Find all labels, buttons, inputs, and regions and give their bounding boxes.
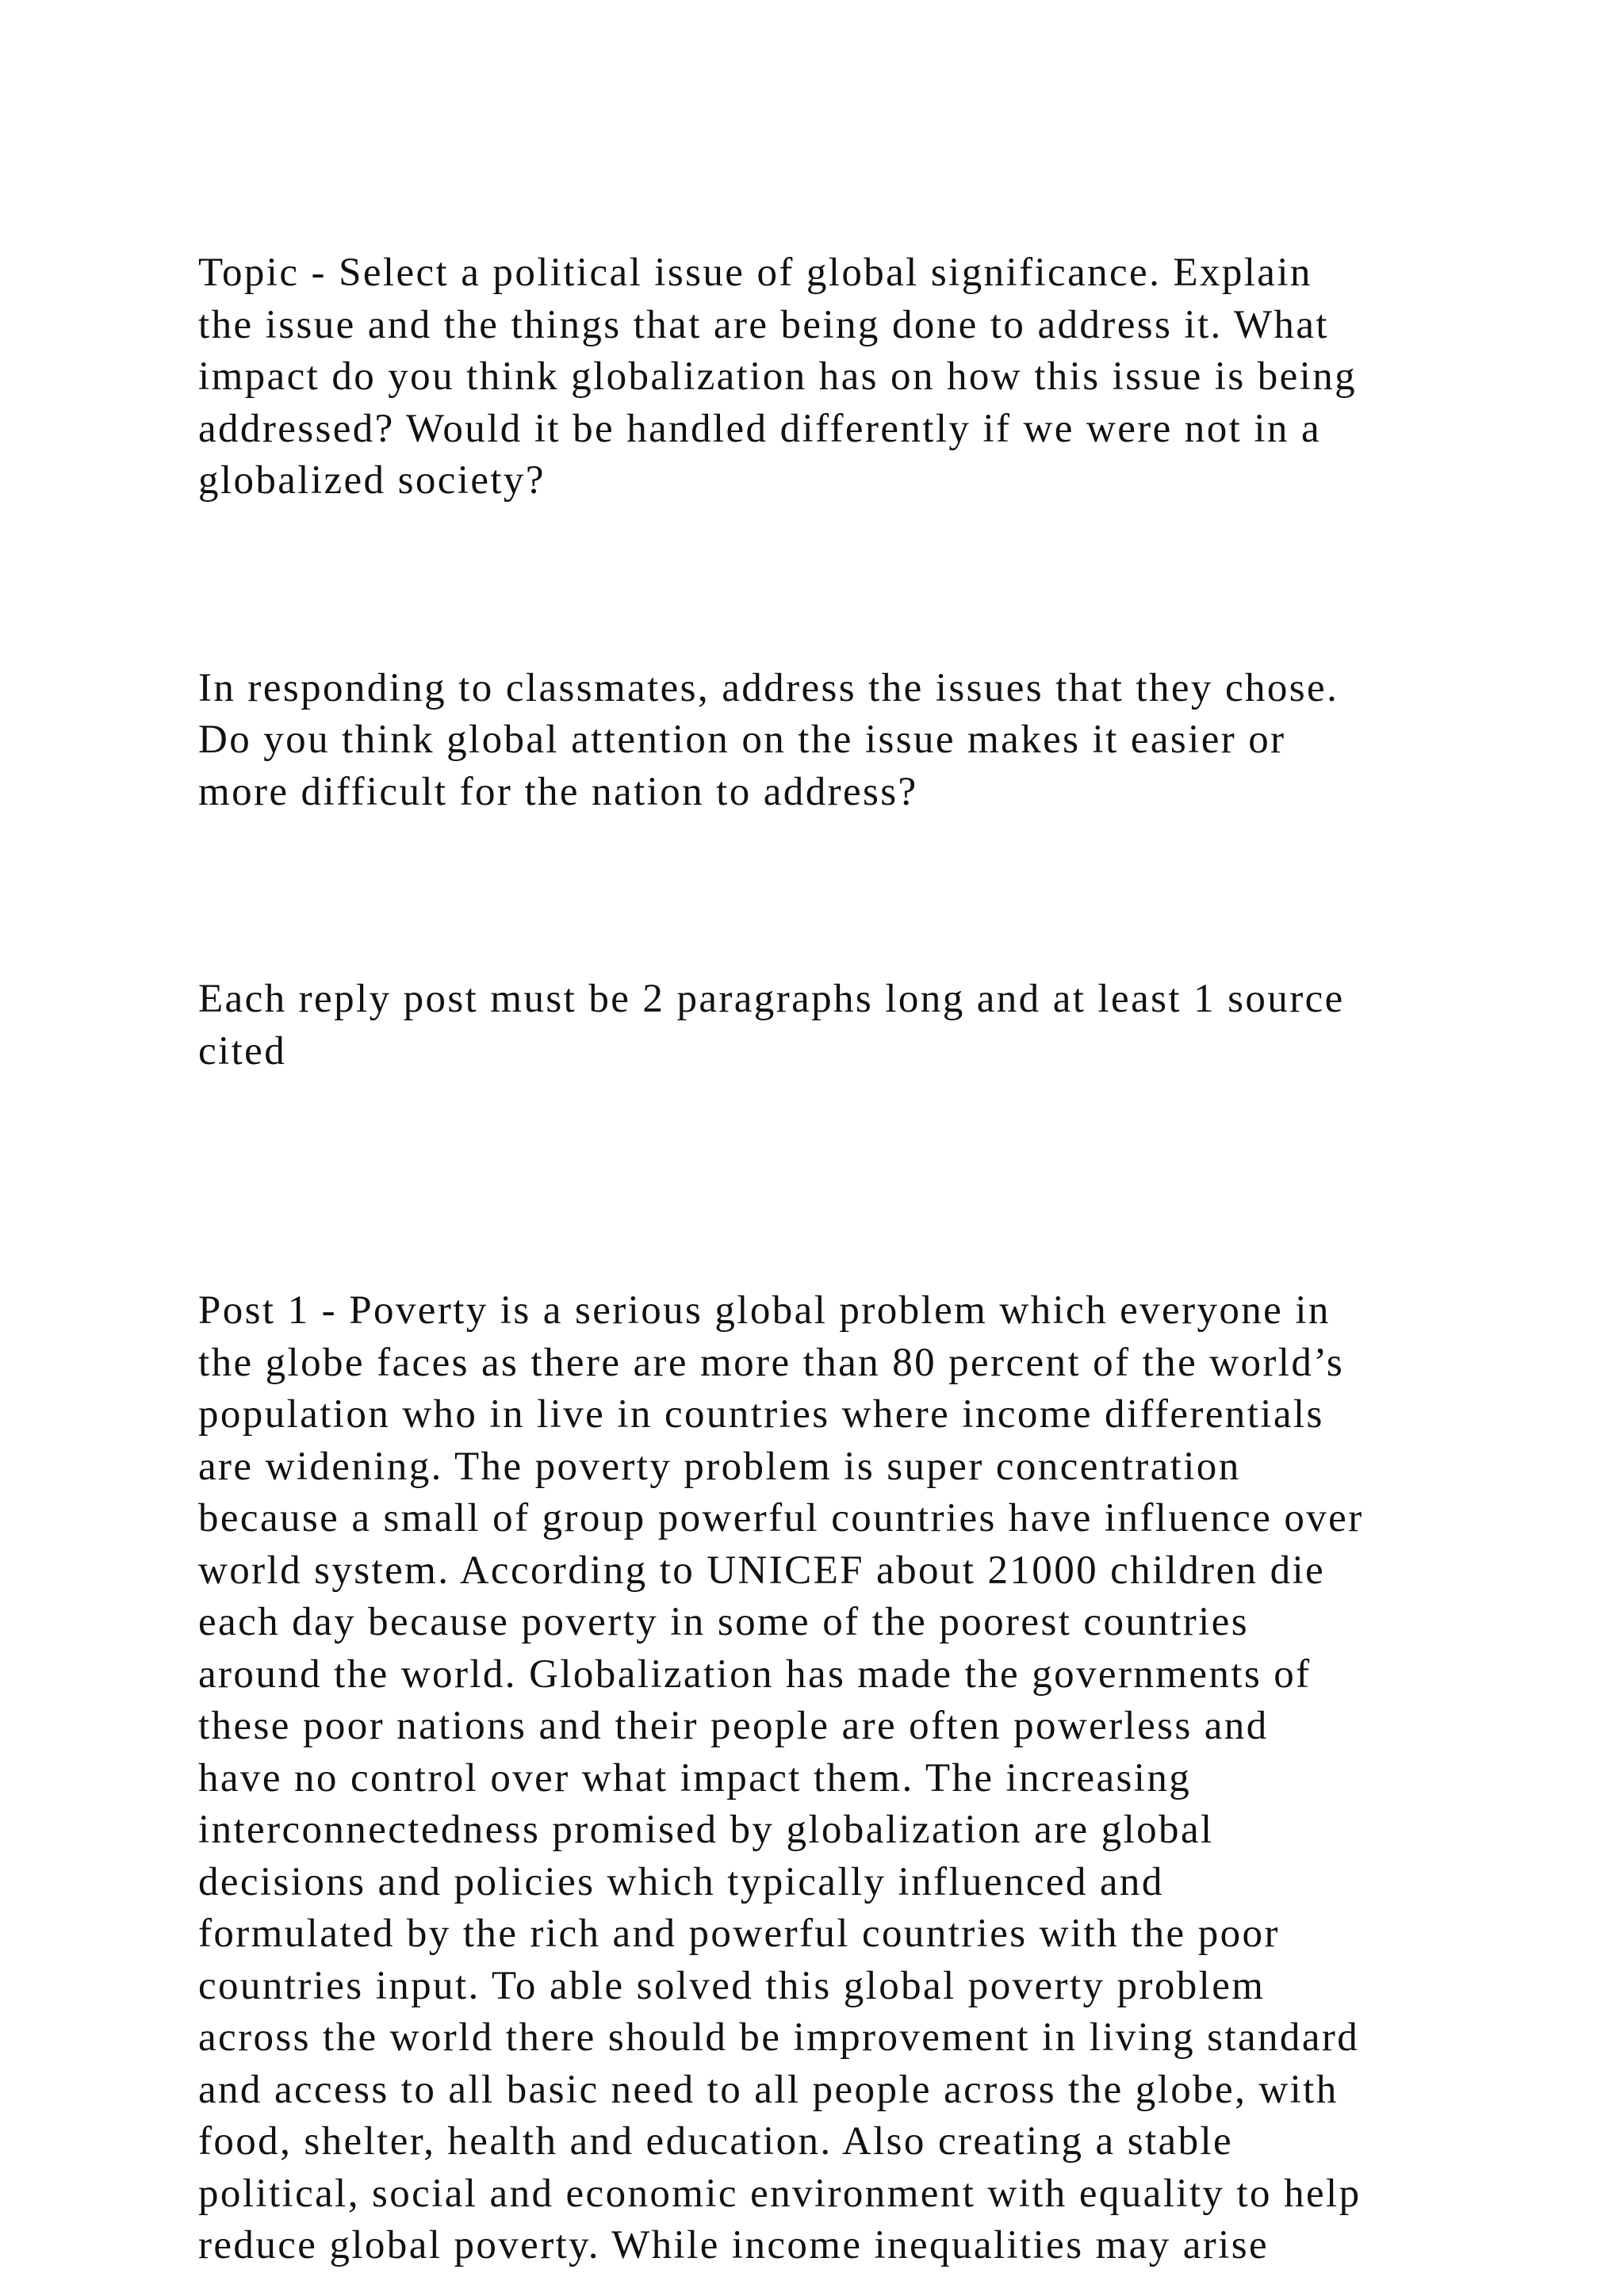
text-line: food, shelter, health and education. Also creating a stable: [198, 2119, 1234, 2164]
text-line: cited: [198, 1028, 287, 1073]
responding-paragraph: [198, 663, 1467, 819]
text-line: interconnectedness promised by globalization are global: [198, 1808, 1214, 1852]
text-line: and access to all basic need to all people across the globe, with: [198, 2067, 1339, 2112]
text-line: around the world. Globalization has made the governments of: [198, 1651, 1312, 1697]
text-line: across the world there should be improvement in living standard: [198, 2015, 1360, 2060]
text-line: these poor nations and their people are often powerless and: [198, 1704, 1269, 1748]
text-line: countries input. To able solved this global poverty problem: [198, 1963, 1266, 2008]
text-line: Post 1 - Poverty is a serious global problem which everyone in: [198, 1288, 1331, 1333]
text-line: Topic - Select a political issue of global significance. Explain: [198, 251, 1312, 295]
text-line: because a small of group powerful countries have influence over: [198, 1496, 1364, 1540]
text-line: the globe faces as there are more than 80 percent of the world’s: [198, 1340, 1345, 1385]
requirements-paragraph: [198, 974, 1467, 1077]
text-line: Do you think global attention on the issue makes it easier or: [198, 718, 1286, 762]
paragraph-spacer: [198, 507, 1467, 663]
text-line: addressed? Would it be handled differently if we were not in a: [198, 406, 1321, 451]
text-line: world system. According to UNICEF about 21000 children die: [198, 1548, 1326, 1593]
text-line: impact do you think globalization has on how this issue is being: [198, 354, 1358, 399]
text-line: formulated by the rich and powerful countries with the poor: [198, 1911, 1280, 1956]
text-line: are widening. The poverty problem is super concentration: [198, 1444, 1241, 1489]
text-line: have no control over what impact them. The increasing: [198, 1755, 1192, 1800]
text-line: Each reply post must be 2 paragraphs long and at least 1 source: [198, 977, 1345, 1021]
text-line: the issue and the things that are being done to address it. What: [198, 302, 1329, 347]
text-line: more difficult for the nation to address?: [198, 769, 918, 814]
text-line: each day because poverty in some of the poorest countries: [198, 1600, 1249, 1644]
topic-paragraph: [198, 247, 1467, 507]
paragraph-spacer: [198, 818, 1467, 974]
document-body: [198, 247, 1467, 2272]
text-line: In responding to classmates, address the issues that they chose.: [198, 665, 1339, 710]
paragraph-spacer: [198, 1077, 1467, 1285]
text-line: globalized society?: [198, 458, 546, 503]
text-line: population who in live in countries where income differentials: [198, 1392, 1324, 1437]
text-line: decisions and policies which typically influenced and: [198, 1859, 1164, 1904]
text-line: reduce global poverty. While income inequalities may arise: [198, 2223, 1270, 2267]
post-1-paragraph: [198, 1285, 1467, 2272]
text-line: political, social and economic environment with equality to help: [198, 2171, 1362, 2216]
